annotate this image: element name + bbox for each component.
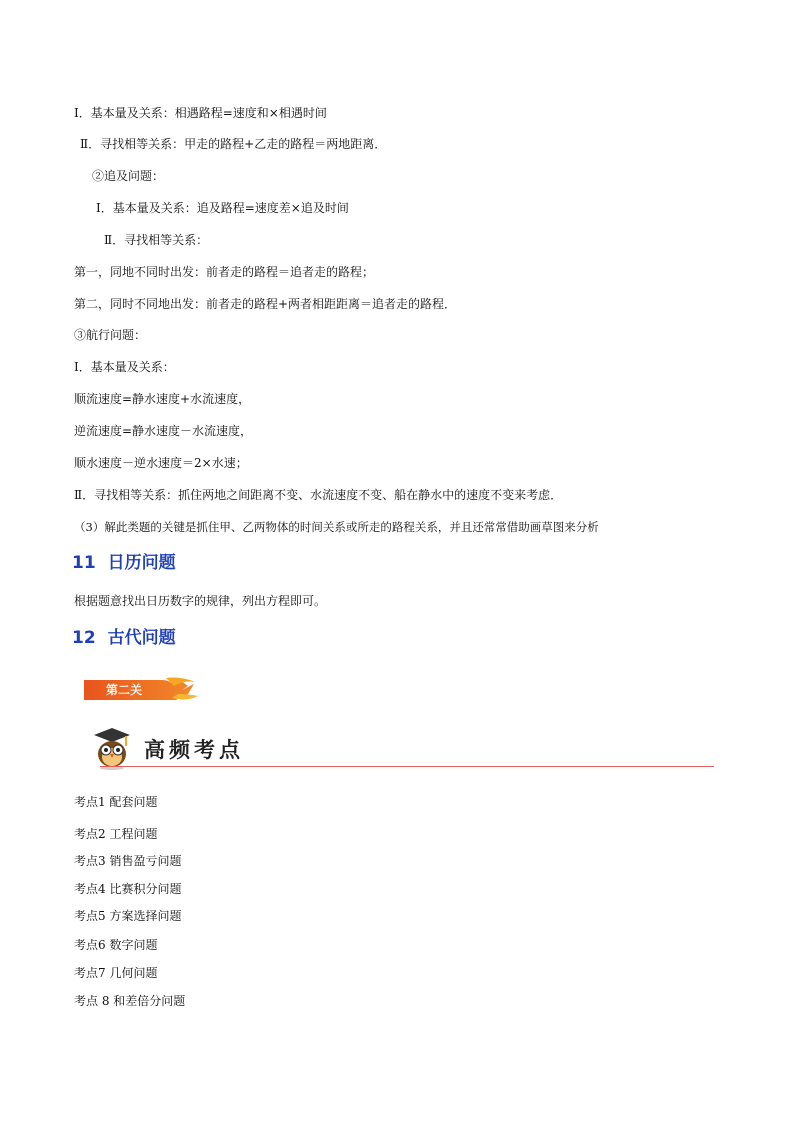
kaodian-item-6: 考点6 数字问题 [74, 938, 158, 952]
kaodian-item-5: 考点5 方案选择问题 [74, 909, 182, 923]
heading-11-title: 日历问题 [107, 553, 176, 573]
line-2: ②追及问题： [92, 169, 165, 183]
line-8: Ⅰ．基本量及关系： [74, 360, 175, 374]
level-badge [84, 676, 200, 704]
kaodian-item-3: 考点3 销售盈亏问题 [74, 854, 182, 868]
kaodian-item-1: 考点1 配套问题 [74, 795, 158, 809]
line-5: 第一，同地不同时出发：前者走的路程＝追者走的路程； [74, 265, 375, 279]
heading-11 [72, 552, 176, 574]
owl-graduate-icon [92, 726, 132, 770]
kaodian-item-4: 考点4 比赛积分问题 [74, 882, 182, 896]
line-3: Ⅰ．基本量及关系：追及路程=速度差×追及时间 [96, 201, 349, 215]
heading-11-number: 11 [72, 553, 96, 573]
section-divider [100, 766, 714, 767]
section-header [92, 726, 714, 772]
badge-label: 第二关 [106, 683, 143, 697]
kaodian-item-2: 考点2 工程问题 [74, 827, 158, 841]
line-1: Ⅱ．寻找相等关系：甲走的路程+乙走的路程＝两地距离． [80, 137, 387, 151]
line-4: Ⅱ．寻找相等关系： [104, 233, 209, 247]
line-0: Ⅰ．基本量及关系：相遇路程=速度和×相遇时间 [74, 106, 327, 120]
line-9: 顺流速度=静水速度+水流速度， [74, 392, 251, 406]
heading-12-number: 12 [72, 628, 96, 648]
line-13: （3）解此类题的关键是抓住甲、乙两物体的时间关系或所走的路程关系，并且还常常借助画草图来分析 [74, 520, 599, 534]
kaodian-item-8: 考点 8 和差倍分问题 [74, 994, 186, 1008]
kaodian-item-7: 考点7 几何问题 [74, 966, 158, 980]
line-12: Ⅱ．寻找相等关系：抓住两地之间距离不变、水流速度不变、船在静水中的速度不变来考虑． [74, 488, 563, 502]
heading-12-title: 古代问题 [107, 628, 176, 648]
line-11: 顺水速度－逆水速度＝2×水速； [74, 456, 248, 470]
line-6: 第二，同时不同地出发：前者走的路程+两者相距距离＝追者走的路程． [74, 297, 457, 311]
paragraph-11: 根据题意找出日历数字的规律，列出方程即可。 [74, 594, 327, 608]
line-10: 逆流速度=静水速度－水流速度， [74, 424, 253, 438]
heading-12 [72, 627, 176, 649]
section-title: 高频考点 [144, 737, 244, 762]
line-7: ③航行问题： [74, 328, 147, 342]
